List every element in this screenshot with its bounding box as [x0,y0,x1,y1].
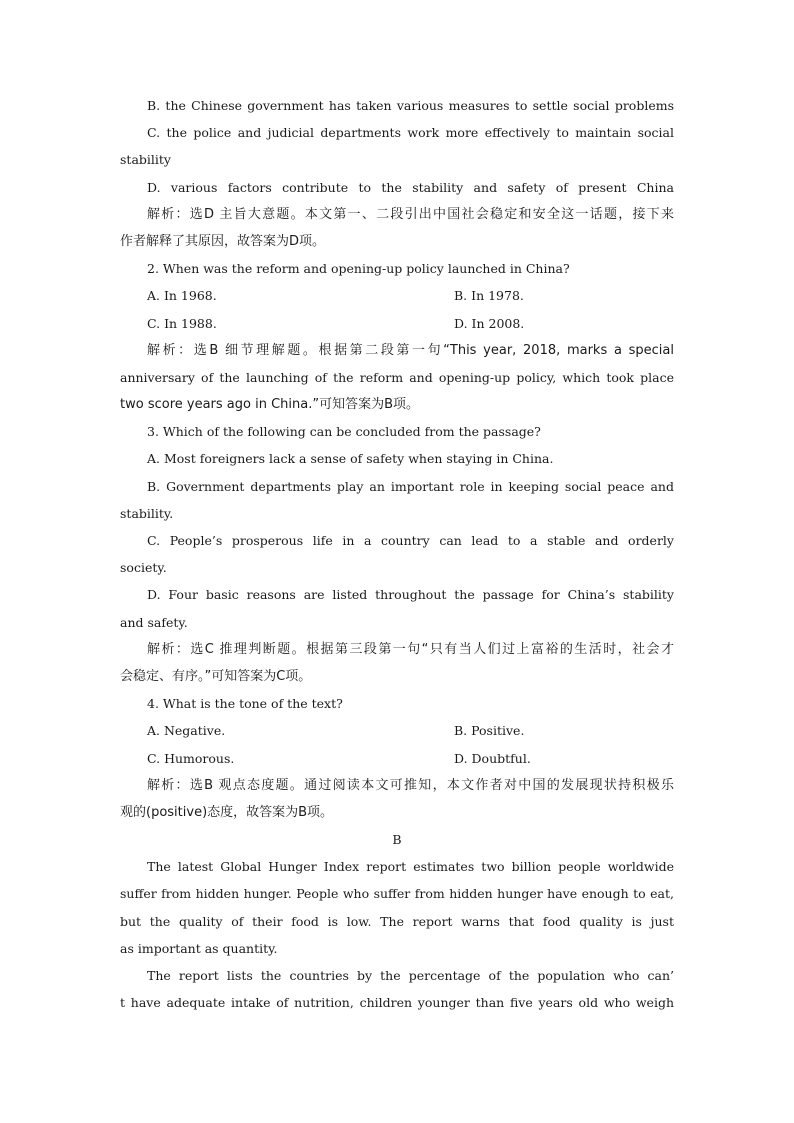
q4-option-a: A. Negative. [147,723,226,739]
passage-b-p1-line3: but the quality of their food is low. The report warns that food quality is just [120,913,674,929]
q3-option-b-line1: B. Government departments play an important role in keeping social peace and [147,478,674,494]
q2-analysis-line3: two score years ago in China.”可知答案为B项。 [120,397,419,413]
q1-option-c-line2: stability [120,152,171,168]
q1-analysis-line2: 作者解释了其原因，故答案为D项。 [120,233,326,249]
passage-b-p2-line2: t have adequate intake of nutrition, children younger than five years old who weigh [120,995,674,1011]
document-body [120,92,674,1016]
q1-analysis-line1: 解析：选D 主旨大意题。本文第一、二段引出中国社会稳定和安全这一话题，接下来 [147,206,674,222]
q4-analysis-line2: 观的(positive)态度，故答案为B项。 [120,804,334,820]
q2-option-d: D. In 2008. [454,315,525,331]
q2-option-a: A. In 1968. [147,288,217,304]
q2-option-b: B. In 1978. [454,288,524,304]
q3-option-c-line2: society. [120,560,167,576]
q4-option-b: B. Positive. [454,723,525,739]
passage-b-p2-line1: The report lists the countries by the percentage of the population who can’ [147,968,674,983]
q4-analysis-line1: 解析：选B 观点态度题。通过阅读本文可推知，本文作者对中国的发展现状持积极乐 [147,777,674,793]
q1-option-d: D. various factors contribute to the stability and safety of present China [147,179,674,195]
section-b-heading: B [392,832,402,848]
q4-options-row2 [120,745,674,772]
q2-options-row1 [120,282,674,309]
q3-question: 3. Which of the following can be concluded from the passage? [147,424,541,440]
q2-analysis-line1: 解析：选B 细节理解题。根据第二段第一句“This year, 2018, marks a special [147,342,674,358]
passage-b-p1-line4: as important as quantity. [120,940,278,956]
q4-question: 4. What is the tone of the text? [147,696,343,712]
q1-option-b: B. the Chinese government has taken various measures to settle social problems [147,98,674,113]
q4-options-row1 [120,717,674,744]
q3-analysis-line1: 解析：选C 推理判断题。根据第三段第一句“只有当人们过上富裕的生活时，社会才 [147,641,674,657]
passage-b-p1-line2: suffer from hidden hunger. People who suffer from hidden hunger have enough to eat, [120,886,674,902]
q4-option-d: D. Doubtful. [454,750,531,766]
q3-option-b-line2: stability. [120,505,174,521]
q2-options-row2 [120,310,674,337]
q3-option-d-line1: D. Four basic reasons are listed throughout the passage for China’s stability [147,587,674,603]
q3-option-d-line2: and safety. [120,614,188,630]
q2-question: 2. When was the reform and opening-up policy launched in China? [147,261,570,277]
q1-option-c-line1: C. the police and judicial departments work more effectively to maintain social [147,125,674,141]
q4-option-c: C. Humorous. [147,750,235,766]
passage-b-p1-line1: The latest Global Hunger Index report estimates two billion people worldwide [147,859,674,875]
q3-analysis-line2: 会稳定、有序。”可知答案为C项。 [120,668,312,684]
q2-option-c: C. In 1988. [147,315,217,331]
q3-option-a: A. Most foreigners lack a sense of safety when staying in China. [147,451,554,467]
q3-option-c-line1: C. People’s prosperous life in a country can lead to a stable and orderly [147,533,674,548]
q2-analysis-line2: anniversary of the launching of the reform and opening-up policy, which took place [120,369,674,385]
